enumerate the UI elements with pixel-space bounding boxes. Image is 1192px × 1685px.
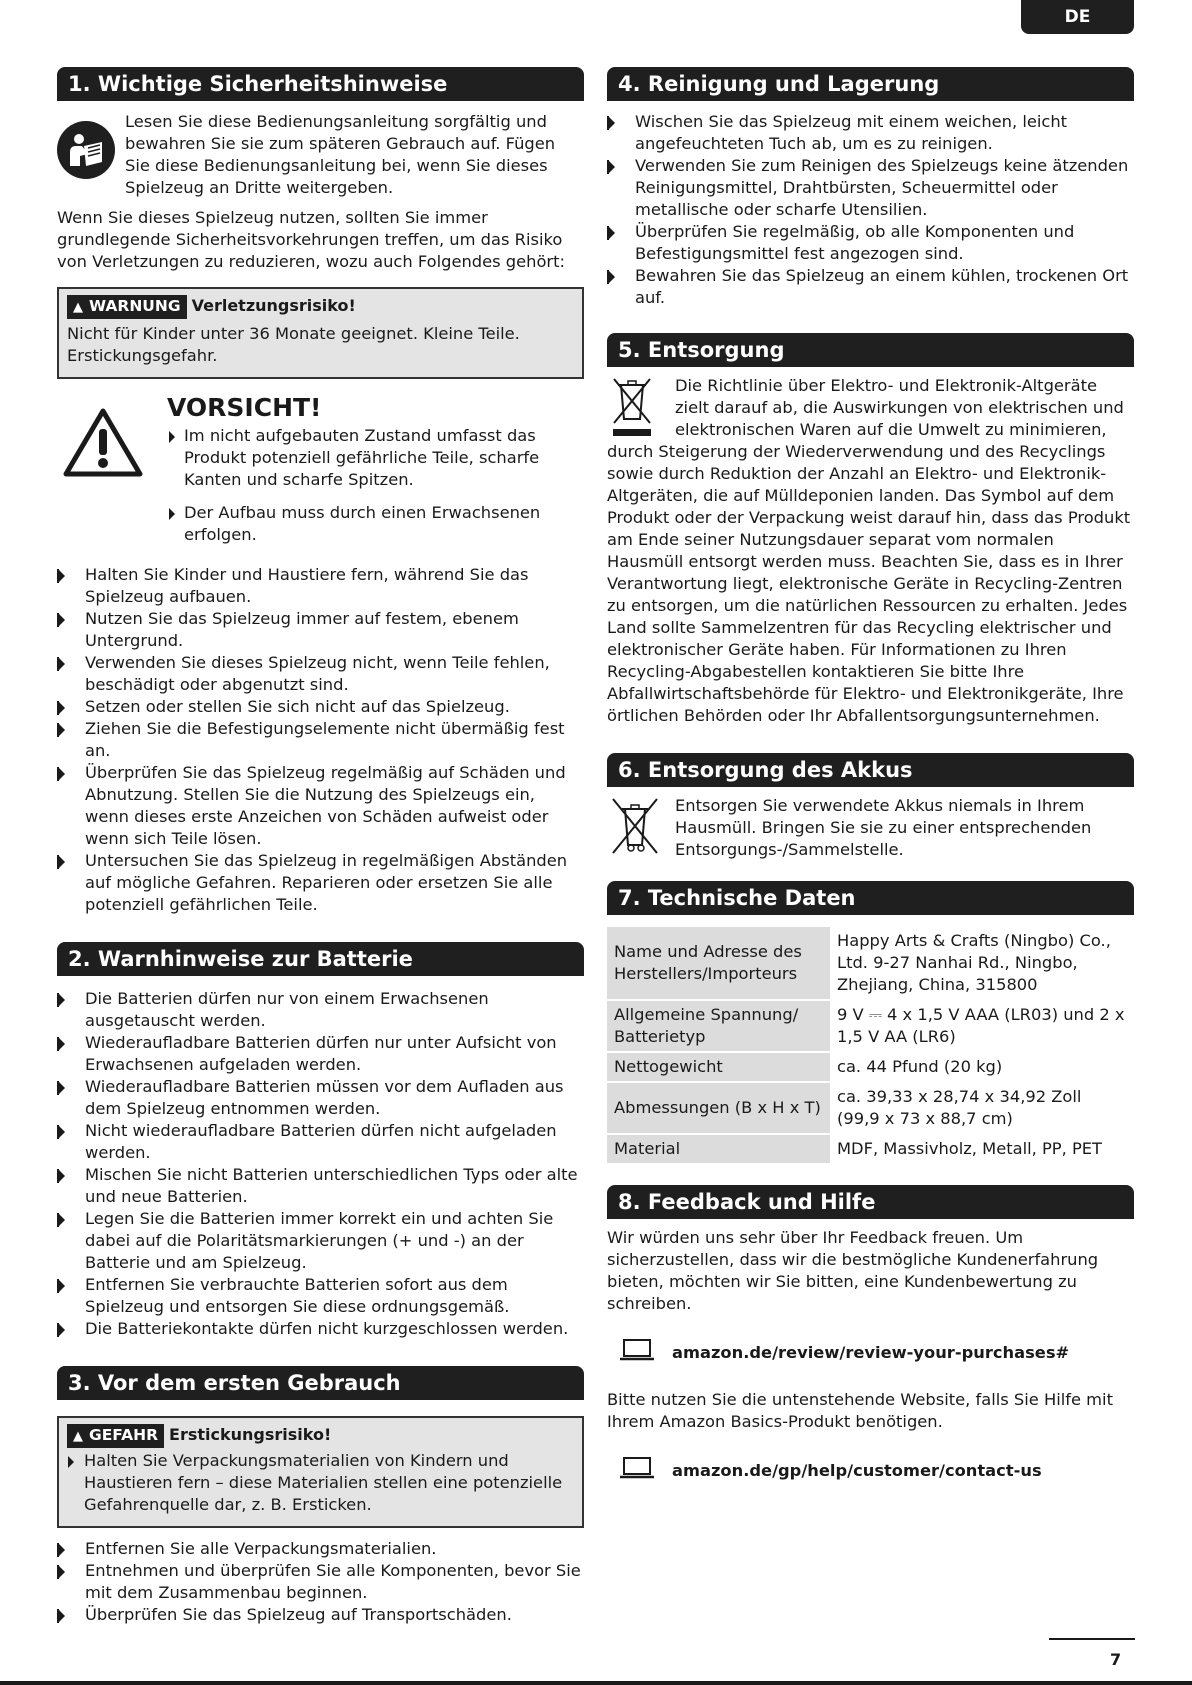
laptop-icon bbox=[619, 1457, 655, 1483]
table-value: MDF, Massivholz, Metall, PP, PET bbox=[830, 1135, 1134, 1163]
table-value: ca. 39,33 x 28,74 x 34,92 Zoll (99,9 x 73 x 88,7 cm) bbox=[830, 1083, 1134, 1133]
table-row bbox=[607, 1001, 1134, 1051]
tech-table bbox=[607, 925, 1134, 1165]
table-key: Nettogewicht bbox=[607, 1053, 830, 1081]
disposal-text: durch Steigerung der Wiederverwendung und des Recyclings sowie durch Reduktion der Anzahl an Elektro- und Elektronik-Altgeräten, die auf Mülldeponien landen. Das Symbol auf dem Produkt oder der Verpackung weist darauf hin, dass das Produkt am Ende seiner Nutzungsdauer separat vom normalen Hausmüll entsorgt werden muss. Beachten Sie, dass es in Ihrer Verantwortung liegt, elektronische Geräte in Recycling-Zentren zu entsorgen, um die natürlichen Ressourcen zu erhalten. Jedes Land sollte Sammelzentren für das Recycling elektrischer und elektronischer Geräte haben. Für Informationen zu Ihren Recycling-Abgabestellen kontaktieren Sie bitte Ihre Abfallwirtschaftsbehörde für Elektro- und Elektronikgeräte, Ihre örtlichen Behörden oder Ihr Abfallentsorgungsunternehmen. bbox=[607, 442, 1131, 725]
section-title: 4. Reinigung und Lagerung bbox=[607, 67, 1134, 101]
disposal-intro: Die Richtlinie über Elektro- und Elektronik-Altgeräte zielt darauf ab, die Auswirkungen von elektrischen und elektronischen Waren auf die Umwelt zu minimieren, bbox=[675, 376, 1124, 439]
danger-title: Erstickungsrisiko! bbox=[169, 1425, 332, 1444]
list-item: Nutzen Sie das Spielzeug immer auf festem, ebenem Untergrund. bbox=[57, 608, 584, 652]
battery-disposal-text: Entsorgen Sie verwendete Akkus niemals in Ihrem Hausmüll. Bringen Sie sie zu einer entsprechenden Entsorgungs-/Sammelstelle. bbox=[675, 796, 1092, 859]
list-item: Entnehmen und überprüfen Sie alle Komponenten, bevor Sie mit dem Zusammenbau beginnen. bbox=[57, 1560, 584, 1604]
intro-text: Lesen Sie diese Bedienungsanleitung sorgfältig und bewahren Sie sie zum späteren Gebrauch auf. Fügen Sie diese Bedienungsanleitung bei, wenn Sie dieses Spielzeug an Dritte weitergeben. bbox=[125, 112, 556, 197]
contact-link[interactable]: amazon.de/gp/help/customer/contact-us bbox=[672, 1460, 1042, 1480]
read-manual-notice bbox=[57, 111, 584, 199]
list-item: Überprüfen Sie das Spielzeug regelmäßig auf Schäden und Abnutzung. Stellen Sie die Nutzung des Spielzeugs ein, wenn dieses erste Anzeichen von Schäden aufweist oder wenn sich Teile lösen. bbox=[57, 762, 584, 850]
caution-title: VORSICHT! bbox=[167, 393, 322, 422]
weee-notice bbox=[607, 375, 1134, 441]
list-item: Wiederaufladbare Batterien müssen vor dem Aufladen aus dem Spielzeug entnommen werden. bbox=[57, 1076, 584, 1120]
table-key: Abmessungen (B x H x T) bbox=[607, 1083, 830, 1133]
section-feedback bbox=[607, 1185, 1134, 1483]
section-title: 8. Feedback und Hilfe bbox=[607, 1185, 1134, 1219]
read-manual-icon bbox=[57, 121, 115, 179]
table-key: Material bbox=[607, 1135, 830, 1163]
list-item: Setzen oder stellen Sie sich nicht auf das Spielzeug. bbox=[57, 696, 584, 718]
list-item: Die Batteriekontakte dürfen nicht kurzgeschlossen werden. bbox=[57, 1318, 584, 1340]
list-item: Die Batterien dürfen nur von einem Erwachsenen ausgetauscht werden. bbox=[57, 988, 584, 1032]
safety-list bbox=[57, 564, 584, 916]
table-row bbox=[607, 1083, 1134, 1133]
language-tab: DE bbox=[1021, 0, 1134, 34]
table-key: Allgemeine Spannung/ Batterietyp bbox=[607, 1001, 830, 1051]
list-item: Mischen Sie nicht Batterien unterschiedlichen Typs oder alte und neue Batterien. bbox=[57, 1164, 584, 1208]
list-item: Untersuchen Sie das Spielzeug in regelmäßigen Abständen auf mögliche Gefahren. Reparieren oder ersetzen Sie alle potenziell gefährlichen Teile. bbox=[57, 850, 584, 916]
table-row bbox=[607, 1135, 1134, 1163]
warning-text: Nicht für Kinder unter 36 Monate geeignet. Kleine Teile. Erstickungsgefahr. bbox=[67, 324, 520, 365]
caution-block bbox=[57, 393, 584, 546]
danger-text: Halten Sie Verpackungsmaterialien von Kindern und Haustieren fern – diese Materialien stellen eine potenzielle Gefahrenquelle dar, z. B. Ersticken. bbox=[67, 1450, 574, 1516]
battery-disposal-notice bbox=[607, 795, 1134, 861]
contact-link-row[interactable] bbox=[607, 1457, 1134, 1483]
safety-paragraph: Wenn Sie dieses Spielzeug nutzen, sollten Sie immer grundlegende Sicherheitsvorkehrungen treffen, um das Risiko von Verletzungen zu reduzieren, wozu auch Folgendes gehört: bbox=[57, 208, 565, 271]
section-title: 1. Wichtige Sicherheitshinweise bbox=[57, 67, 584, 101]
danger-box bbox=[57, 1416, 584, 1528]
warning-badge: ▲ WARNUNG bbox=[67, 295, 187, 319]
review-link-row[interactable] bbox=[607, 1339, 1134, 1365]
list-item: Verwenden Sie dieses Spielzeug nicht, wenn Teile fehlen, beschädigt oder abgenutzt sind. bbox=[57, 652, 584, 696]
bottom-bar bbox=[0, 1681, 1192, 1685]
caution-triangle-icon bbox=[63, 407, 143, 546]
first-use-list bbox=[57, 1538, 584, 1626]
table-value: ca. 44 Pfund (20 kg) bbox=[830, 1053, 1134, 1081]
list-item: Halten Sie Kinder und Haustiere fern, während Sie das Spielzeug aufbauen. bbox=[57, 564, 584, 608]
battery-list bbox=[57, 988, 584, 1340]
section-title: 6. Entsorgung des Akkus bbox=[607, 753, 1134, 787]
section-first-use bbox=[57, 1366, 584, 1626]
crossed-bin-icon bbox=[607, 795, 663, 861]
table-row bbox=[607, 927, 1134, 999]
caution-item: Im nicht aufgebauten Zustand umfasst das Produkt potenziell gefährliche Teile, scharfe Kanten und scharfe Spitzen. bbox=[167, 425, 584, 491]
list-item: Ziehen Sie die Befestigungselemente nicht übermäßig fest an. bbox=[57, 718, 584, 762]
list-item: Legen Sie die Batterien immer korrekt ein und achten Sie dabei auf die Polaritätsmarkierungen (+ und -) an der Batterie und am Spielzeug. bbox=[57, 1208, 584, 1274]
list-item: Bewahren Sie das Spielzeug an einem kühlen, trockenen Ort auf. bbox=[607, 265, 1134, 309]
warning-box bbox=[57, 287, 584, 379]
laptop-icon bbox=[619, 1339, 655, 1365]
list-item: Überprüfen Sie regelmäßig, ob alle Komponenten und Befestigungsmittel fest angezogen sind. bbox=[607, 221, 1134, 265]
danger-badge: ▲ GEFAHR bbox=[67, 1424, 164, 1448]
section-battery-disposal bbox=[607, 753, 1134, 861]
section-cleaning bbox=[607, 67, 1134, 309]
left-column bbox=[57, 67, 584, 1626]
section-title: 2. Warnhinweise zur Batterie bbox=[57, 942, 584, 976]
table-value: Happy Arts & Crafts (Ningbo) Co., Ltd. 9-27 Nanhai Rd., Ningbo, Zhejiang, China, 315800 bbox=[830, 927, 1134, 999]
right-column bbox=[607, 67, 1134, 1483]
weee-bin-icon bbox=[607, 375, 663, 441]
section-title: 7. Technische Daten bbox=[607, 881, 1134, 915]
warning-triangle-icon: ▲ bbox=[73, 300, 83, 315]
list-item: Wischen Sie das Spielzeug mit einem weichen, leicht angefeuchteten Tuch ab, um es zu reinigen. bbox=[607, 111, 1134, 155]
list-item: Wiederaufladbare Batterien dürfen nur unter Aufsicht von Erwachsenen aufgeladen werden. bbox=[57, 1032, 584, 1076]
page-number: 7 bbox=[1110, 1650, 1122, 1669]
warning-title: Verletzungsrisiko! bbox=[191, 296, 356, 315]
section-disposal bbox=[607, 333, 1134, 727]
section-tech-data bbox=[607, 881, 1134, 1165]
review-link[interactable]: amazon.de/review/review-your-purchases# bbox=[672, 1342, 1070, 1362]
list-item: Entfernen Sie verbrauchte Batterien sofort aus dem Spielzeug und entsorgen Sie diese ordnungsgemäß. bbox=[57, 1274, 584, 1318]
list-item: Verwenden Sie zum Reinigen des Spielzeugs keine ätzenden Reinigungsmittel, Drahtbürsten, Scheuermittel oder metallische oder scharfe Utensilien. bbox=[607, 155, 1134, 221]
list-item: Entfernen Sie alle Verpackungsmaterialien. bbox=[57, 1538, 584, 1560]
cleaning-list bbox=[607, 111, 1134, 309]
table-row bbox=[607, 1053, 1134, 1081]
section-title: 3. Vor dem ersten Gebrauch bbox=[57, 1366, 584, 1400]
table-value: 9 V ⎓ 4 x 1,5 V AAA (LR03) und 2 x 1,5 V AA (LR6) bbox=[830, 1001, 1134, 1051]
feedback-text: Wir würden uns sehr über Ihr Feedback freuen. Um sicherzustellen, dass wir die bestmögliche Kundenerfahrung bieten, möchten wir Sie bitten, eine Kundenbewertung zu schreiben. bbox=[607, 1228, 1099, 1313]
section-title: 5. Entsorgung bbox=[607, 333, 1134, 367]
footer-rule bbox=[1049, 1638, 1135, 1640]
section-safety bbox=[57, 67, 584, 916]
list-item: Nicht wiederaufladbare Batterien dürfen nicht aufgeladen werden. bbox=[57, 1120, 584, 1164]
warning-triangle-icon: ▲ bbox=[73, 1429, 83, 1444]
help-text: Bitte nutzen Sie die untenstehende Website, falls Sie Hilfe mit Ihrem Amazon Basics-Produkt benötigen. bbox=[607, 1390, 1113, 1431]
section-battery bbox=[57, 942, 584, 1340]
caution-item: Der Aufbau muss durch einen Erwachsenen erfolgen. bbox=[167, 502, 584, 546]
list-item: Überprüfen Sie das Spielzeug auf Transportschäden. bbox=[57, 1604, 584, 1626]
table-key: Name und Adresse des Herstellers/Importeurs bbox=[607, 927, 830, 999]
